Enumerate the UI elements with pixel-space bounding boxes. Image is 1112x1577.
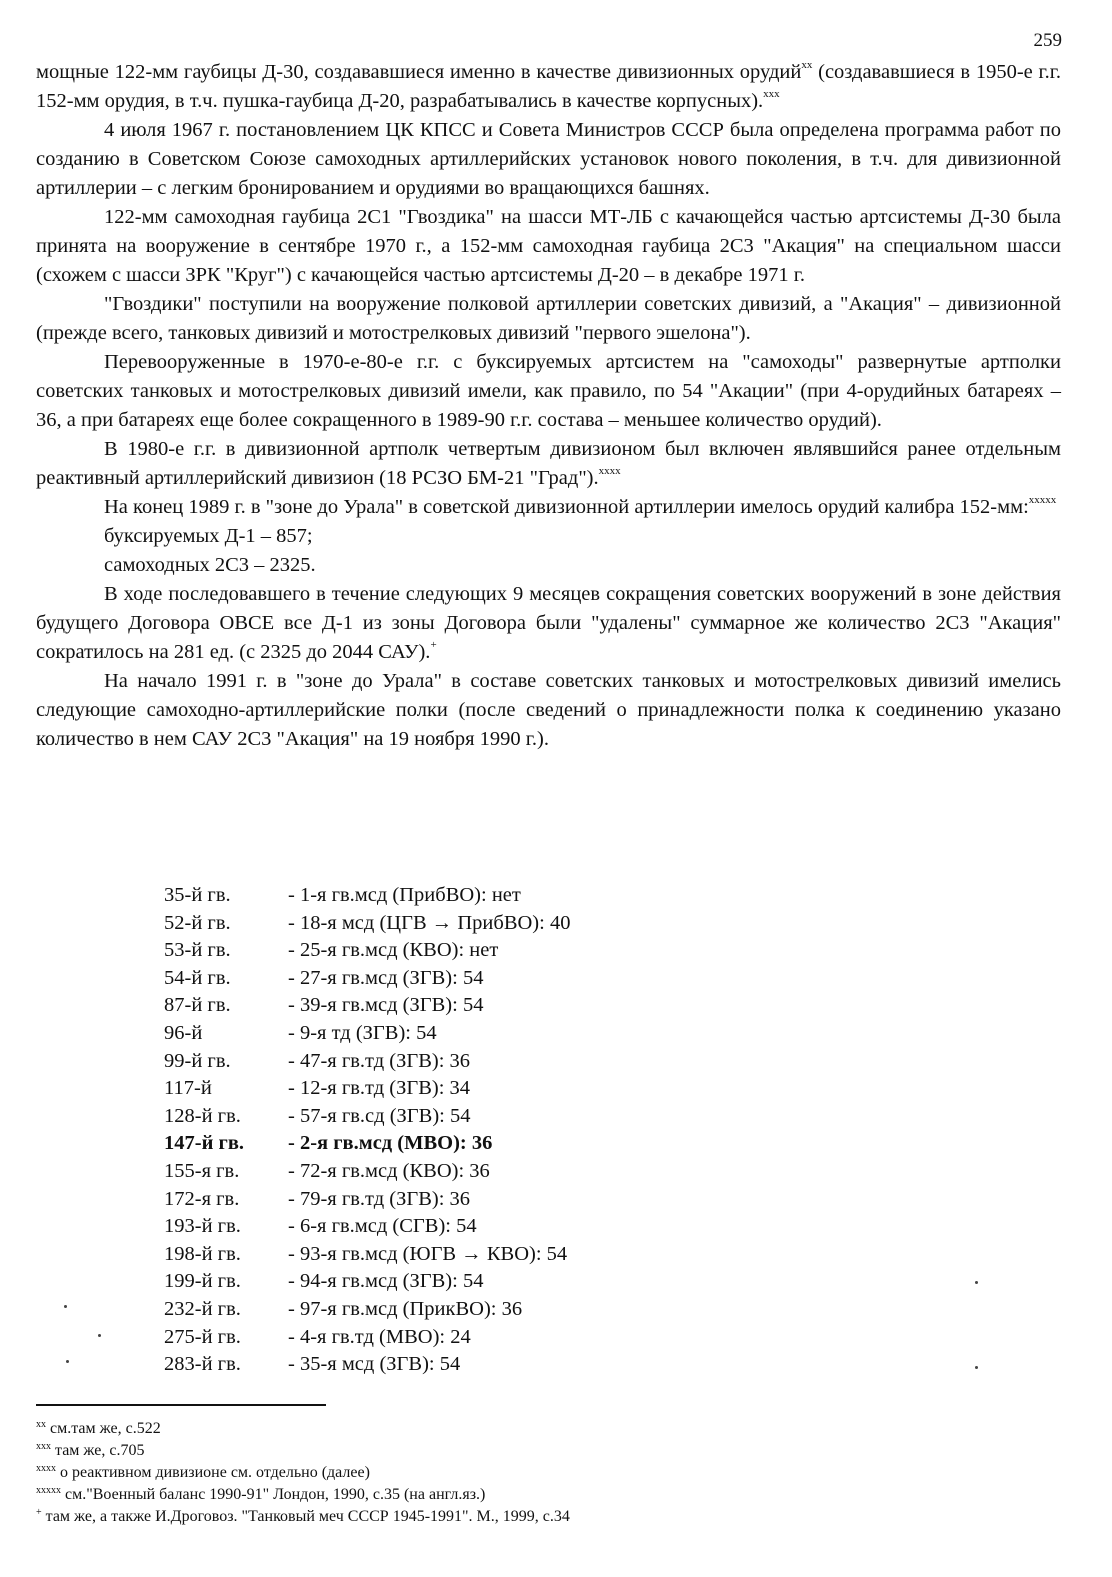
regiment-name-text: 53-й гв. bbox=[164, 939, 231, 962]
regiment-name bbox=[100, 1351, 248, 1379]
paragraph bbox=[36, 116, 1061, 203]
regiment-name bbox=[100, 1241, 248, 1269]
page-number: 259 bbox=[1033, 30, 1062, 51]
regiment-row bbox=[100, 1158, 800, 1186]
footnote-reference: xxx bbox=[763, 88, 780, 101]
footnote-mark: xxxx bbox=[36, 1462, 56, 1474]
regiment-name-text: 117-й bbox=[164, 1077, 212, 1100]
regiment-division-info: - 79-я гв.тд (ЗГВ): 36 bbox=[288, 1187, 471, 1210]
paragraph-text: В ходе последовавшего в течение следующих 9 месяцев сокращения советских вооружений в зоне действия будущего Договора ОВСЕ все Д-1 из зоны Договора были "удалены" суммарное же количество 2С3 "Акация" сократилось на 281 ед. (с 2325 до 2044 САУ). bbox=[36, 583, 1061, 663]
regiment-division-info: - 2-я гв.мсд (МВО): 36 bbox=[288, 1132, 493, 1155]
regiment-name-text: 52-й гв. bbox=[164, 911, 231, 934]
footnote-text: см."Военный баланс 1990-91" Лондон, 1990, с.35 (на англ.яз.) bbox=[65, 1486, 486, 1503]
regiment-row bbox=[100, 992, 800, 1020]
list-item: самоходных 2С3 – 2325. bbox=[104, 554, 316, 576]
footnote-reference: + bbox=[430, 639, 437, 652]
regiment-name-text: 199-й гв. bbox=[164, 1270, 241, 1293]
regiment-row bbox=[100, 1075, 800, 1103]
scan-speck bbox=[98, 1334, 101, 1337]
paragraph bbox=[36, 290, 1061, 348]
regiment-row bbox=[100, 1268, 800, 1296]
paragraph-text: В 1980-е г.г. в дивизионной артполк четвертым дивизионом был включен являвшийся ранее отдельным реактивный артиллерийский дивизион (18 РСЗО БМ-21 "Град"). bbox=[36, 438, 1061, 489]
regiment-name-text: 198-й гв. bbox=[164, 1242, 241, 1265]
footnote-reference: xx bbox=[801, 59, 813, 72]
regiment-division-info: - 39-я гв.мсд (ЗГВ): 54 bbox=[288, 994, 484, 1017]
regiment-name bbox=[100, 1324, 248, 1352]
regiment-name-text: 232-й гв. bbox=[164, 1297, 241, 1320]
paragraph bbox=[36, 580, 1061, 667]
paragraph-text: (создававшиеся в 1950-е г.г. 152-мм орудия, в т.ч. пушка-гаубица Д-20, разрабатывались в качестве корпусных). bbox=[36, 61, 1061, 112]
regiment-name bbox=[100, 992, 248, 1020]
paragraph bbox=[36, 348, 1061, 435]
regiment-name bbox=[100, 1130, 248, 1158]
footnote-text: о реактивном дивизионе см. отдельно (далее) bbox=[60, 1464, 370, 1481]
regiment-row bbox=[100, 937, 800, 965]
footnote-reference: xxxx bbox=[598, 465, 621, 478]
regiment-name bbox=[100, 937, 248, 965]
regiment-division-info: - 6-я гв.мсд (СГВ): 54 bbox=[288, 1215, 477, 1238]
footnote-mark: xx bbox=[36, 1418, 46, 1430]
footnote-mark: xxx bbox=[36, 1440, 51, 1452]
footnote bbox=[36, 1506, 1036, 1528]
regiment-name-text: 35-й гв. bbox=[164, 884, 231, 906]
footnote-mark: xxxxx bbox=[36, 1484, 61, 1496]
regiment-name-text: 283-й гв. bbox=[164, 1353, 241, 1376]
footnote-separator bbox=[36, 1404, 326, 1406]
regiment-row bbox=[100, 1241, 800, 1269]
paragraph-text: На начало 1991 г. в "зоне до Урала" в составе советских танковых и мотострелковых дивизий имелись следующие самоходно-артиллерийские полки (после сведений о принадлежности полка к соединению указано количество в нем САУ 2С3 "Акация" на 19 ноября 1990 г.). bbox=[36, 670, 1061, 750]
regiment-name-text: 128-й гв. bbox=[164, 1104, 241, 1127]
list-item: буксируемых Д-1 – 857; bbox=[104, 525, 313, 547]
regiment-row bbox=[100, 1324, 800, 1352]
footnote-text: там же, а также И.Дроговоз. "Танковый меч СССР 1945-1991". М., 1999, с.34 bbox=[45, 1508, 570, 1525]
regiment-division-info: - 35-я мсд (ЗГВ): 54 bbox=[288, 1353, 461, 1376]
regiment-division-info: - 12-я гв.тд (ЗГВ): 34 bbox=[288, 1077, 471, 1100]
regiment-division-info: - 57-я гв.сд (ЗГВ): 54 bbox=[288, 1104, 471, 1127]
regiment-name bbox=[100, 1158, 248, 1186]
regiment-division-info: - 4-я гв.тд (МВО): 24 bbox=[288, 1325, 471, 1348]
footnote-reference: xxxxx bbox=[1028, 494, 1057, 507]
footnotes bbox=[36, 1418, 1036, 1528]
footnote-text: см.там же, с.522 bbox=[50, 1420, 161, 1437]
regiment-name-text: 54-й гв. bbox=[164, 966, 231, 989]
regiment-row bbox=[100, 1103, 800, 1131]
regiment-name-text: 147-й гв. bbox=[164, 1132, 245, 1155]
paragraph bbox=[36, 58, 1061, 116]
scan-speck bbox=[975, 1281, 978, 1284]
regiment-row bbox=[100, 1186, 800, 1214]
regiment-name bbox=[100, 910, 248, 938]
regiment-division-info: - 47-я гв.тд (ЗГВ): 36 bbox=[288, 1049, 471, 1072]
paragraph bbox=[36, 203, 1061, 290]
regiment-division-info: - 18-я мсд (ЦГВ → ПрибВО): 40 bbox=[288, 911, 571, 934]
regiment-row bbox=[100, 1130, 800, 1158]
regiment-name-text: 193-й гв. bbox=[164, 1215, 241, 1238]
main-text bbox=[36, 58, 1061, 754]
paragraph-text: 4 июля 1967 г. постановлением ЦК КПСС и Совета Министров СССР была определена программа работ по созданию в Советском Союзе самоходных артиллерийских установок нового поколения, в т.ч. для дивизионной артиллерии – с легким бронированием и орудиями во вращающихся башнях. bbox=[36, 119, 1061, 199]
regiment-list bbox=[100, 882, 800, 1379]
regiment-name bbox=[100, 882, 248, 910]
regiment-row bbox=[100, 910, 800, 938]
footnote-text: там же, с.705 bbox=[55, 1442, 145, 1459]
regiment-division-info: - 72-я гв.мсд (КВО): 36 bbox=[288, 1159, 490, 1182]
paragraph bbox=[36, 435, 1061, 493]
regiment-row bbox=[100, 1351, 800, 1379]
regiment-division-info: - 27-я гв.мсд (ЗГВ): 54 bbox=[288, 966, 484, 989]
regiment-division-info: - 94-я гв.мсд (ЗГВ): 54 bbox=[288, 1270, 484, 1293]
regiment-name-text: 87-й гв. bbox=[164, 994, 231, 1017]
regiment-name-text: 275-й гв. bbox=[164, 1325, 241, 1348]
regiment-row bbox=[100, 1213, 800, 1241]
footnote bbox=[36, 1418, 1036, 1440]
regiment-row bbox=[100, 965, 800, 993]
regiment-name-text: 155-я гв. bbox=[164, 1159, 240, 1182]
paragraph-text: "Гвоздики" поступили на вооружение полковой артиллерии советских дивизий, а "Акация" – дивизионной (прежде всего, танковых дивизий и мотострелковых дивизий "первого эшелона"). bbox=[36, 293, 1061, 344]
regiment-name bbox=[100, 1075, 248, 1103]
regiment-division-info: - 93-я гв.мсд (ЮГВ → КВО): 54 bbox=[288, 1242, 568, 1265]
regiment-division-info: - 25-я гв.мсд (КВО): нет bbox=[288, 939, 499, 962]
regiment-row bbox=[100, 1020, 800, 1048]
paragraph-text: На конец 1989 г. в "зоне до Урала" в советской дивизионной артиллерии имелось орудий калибра 152-мм: bbox=[104, 496, 1029, 518]
regiment-name bbox=[100, 1103, 248, 1131]
regiment-name bbox=[100, 1020, 248, 1048]
regiment-name bbox=[100, 1213, 248, 1241]
regiment-division-info: - 9-я тд (ЗГВ): 54 bbox=[288, 1021, 437, 1044]
footnote bbox=[36, 1484, 1036, 1506]
calibre-list bbox=[36, 522, 1061, 580]
paragraph-group-bottom bbox=[36, 580, 1061, 754]
regiment-name bbox=[100, 965, 248, 993]
regiment-row bbox=[100, 882, 800, 910]
paragraph-text: мощные 122-мм гаубицы Д-30, создававшиеся именно в качестве дивизионных орудий bbox=[36, 61, 802, 83]
paragraph bbox=[36, 493, 1061, 522]
footnote bbox=[36, 1462, 1036, 1484]
regiment-division-info: - 97-я гв.мсд (ПрикВО): 36 bbox=[288, 1297, 523, 1320]
footnote-mark: + bbox=[36, 1506, 42, 1518]
regiment-row bbox=[100, 1296, 800, 1324]
scan-speck bbox=[66, 1360, 69, 1363]
regiment-name bbox=[100, 1048, 248, 1076]
paragraph bbox=[36, 667, 1061, 754]
regiment-name-text: 99-й гв. bbox=[164, 1049, 231, 1072]
footnote bbox=[36, 1440, 1036, 1462]
scan-speck bbox=[64, 1305, 67, 1308]
regiment-name-text: 96-й bbox=[164, 1021, 203, 1044]
regiment-row bbox=[100, 1048, 800, 1076]
regiment-name-text: 172-я гв. bbox=[164, 1187, 240, 1210]
regiment-name bbox=[100, 1186, 248, 1214]
regiment-division-info: - 1-я гв.мсд (ПрибВО): нет bbox=[288, 884, 521, 906]
paragraph-group-top bbox=[36, 58, 1061, 522]
regiment-name bbox=[100, 1268, 248, 1296]
regiment-name bbox=[100, 1296, 248, 1324]
scan-speck bbox=[975, 1366, 978, 1369]
paragraph-text: Перевооруженные в 1970-е-80-е г.г. с буксируемых артсистем на "самоходы" развернутые артполки советских танковых и мотострелковых дивизий имели, как правило, по 54 "Акации" (при 4-орудийных батареях – 36, а при батареях еще более сокращенного в 1989-90 г.г. состава – меньшее количество орудий). bbox=[36, 351, 1061, 431]
paragraph-text: 122-мм самоходная гаубица 2С1 "Гвоздика" на шасси МТ-ЛБ с качающейся частью артсистемы Д-30 была принята на вооружение в сентябре 1970 г., а 152-мм самоходная гаубица 2С3 "Акация" на специальном шасси (схожем с шасси ЗРК "Круг") с качающейся частью артсистемы Д-20 – в декабре 1971 г. bbox=[36, 206, 1061, 286]
